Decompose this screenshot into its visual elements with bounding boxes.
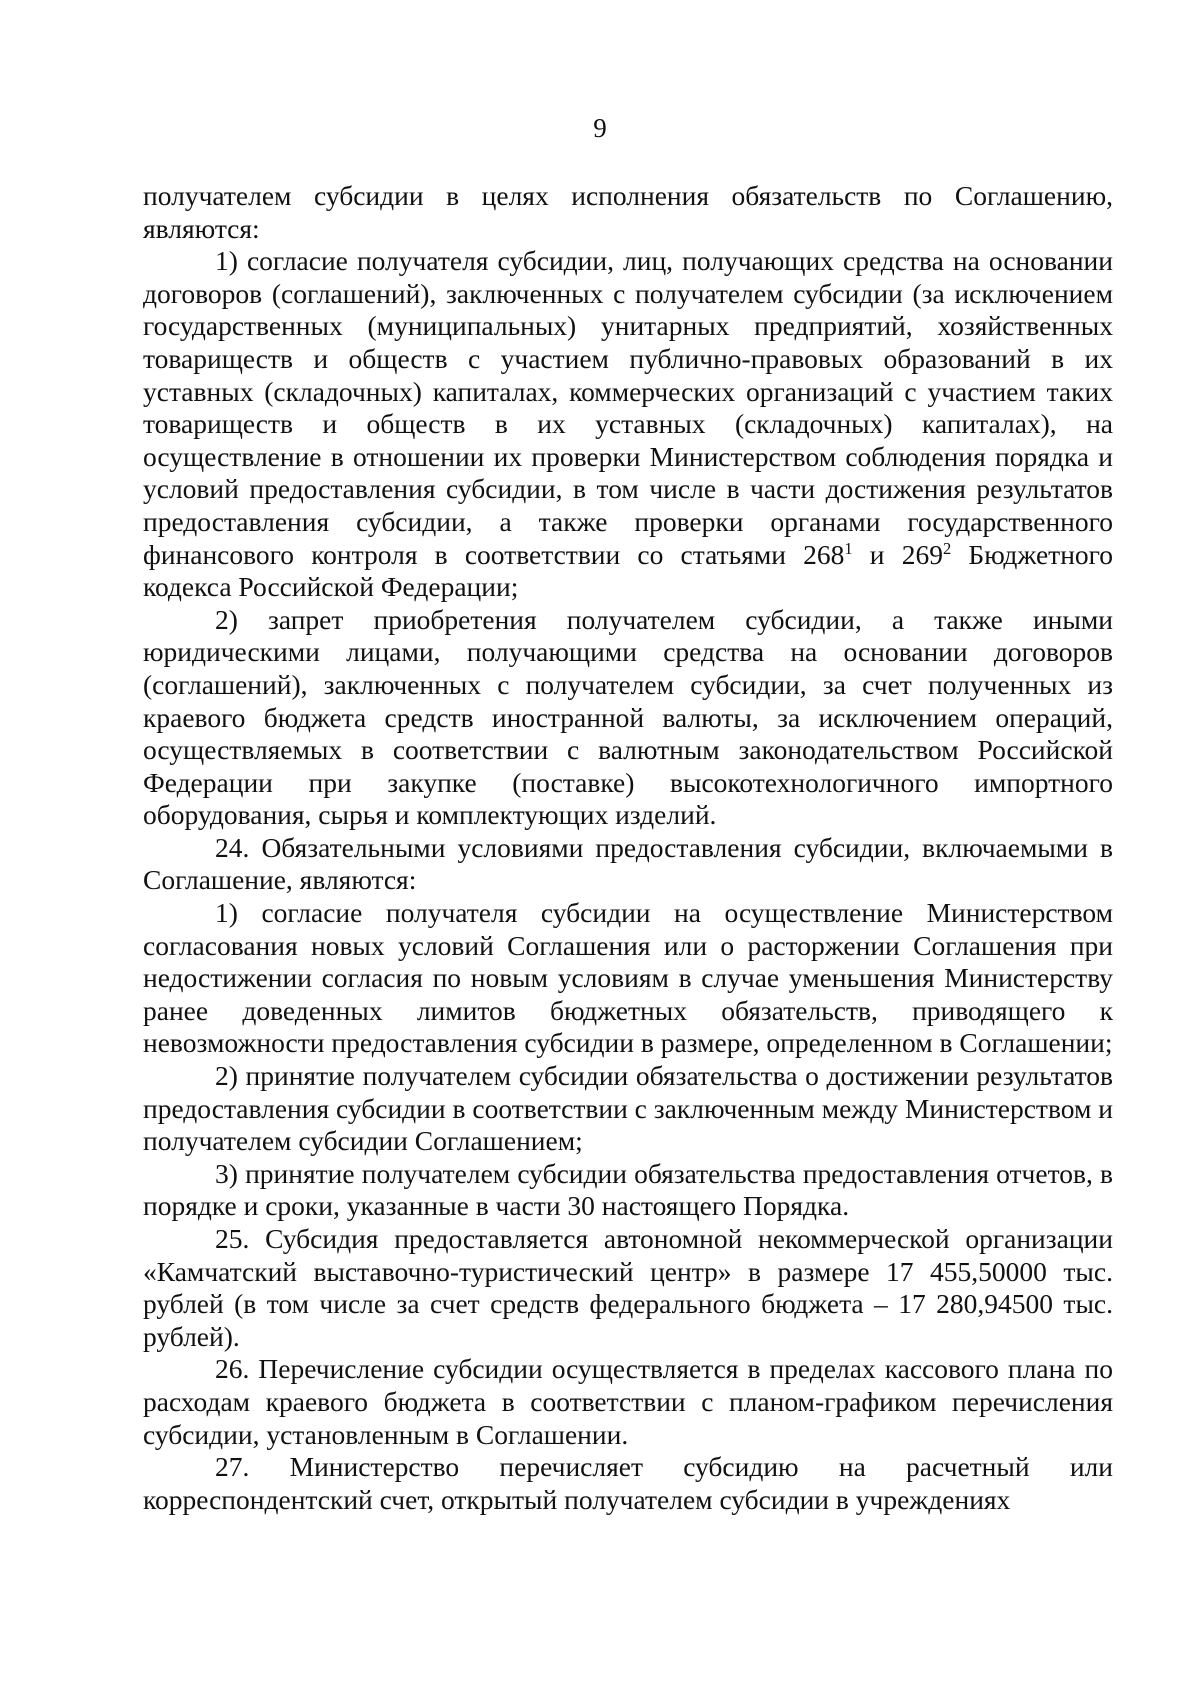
paragraph-item-1-audit-consent xyxy=(143,245,1113,604)
superscript-1: 1 xyxy=(844,538,853,558)
paragraph-text: и 269 xyxy=(852,538,943,570)
paragraph-text: 1) согласие получателя субсидии, лиц, получающих средства на основании договоров (соглашений), заключенных с получателем субсидии (за исключением государственных (муниципальных) унитарных предприятий, хозяйственных товариществ и обществ с участием публично-правовых образований в их уставных (складочных) капиталах, коммерческих организаций с участием таких товариществ и обществ в их уставных (складочных) капиталах), на осуществление в отношении их проверки Министерством соблюдения порядка и условий предоставления субсидии, в том числе в части достижения результатов предоставления субсидии, а также проверки органами государственного финансового контроля в соответствии со статьями 268 xyxy=(143,245,1113,570)
paragraph-24-item-2: 2) принятие получателем субсидии обязательства о достижении результатов предоставления субсидии в соответствии с заключенным между Министерством и получателем субсидии Соглашением; xyxy=(143,1060,1113,1157)
paragraph-26: 26. Перечисление субсидии осуществляется в пределах кассового плана по расходам краевого бюджета в соответствии с планом-графиком перечисления субсидии, установленным в Соглашении. xyxy=(143,1353,1113,1450)
paragraph-24-item-1: 1) согласие получателя субсидии на осуществление Министерством согласования новых условий Соглашения или о расторжении Соглашения при недостижении согласия по новым условиям в случае уменьшения Министерству ранее доведенных лимитов бюджетных обязательств, приводящего к невозможности предоставления субсидии в размере, определенном в Соглашении; xyxy=(143,897,1113,1059)
document-body xyxy=(143,180,1113,1516)
page-number: 9 xyxy=(593,113,607,143)
superscript-2: 2 xyxy=(942,538,952,558)
paragraph-continuation: получателем субсидии в целях исполнения обязательств по Соглашению, являются: xyxy=(143,180,1113,244)
paragraph-24-item-3: 3) принятие получателем субсидии обязательства предоставления отчетов, в порядке и сроки, указанные в части 30 настоящего Порядка. xyxy=(143,1157,1113,1222)
paragraph-24-heading: 24. Обязательными условиями предоставления субсидии, включаемыми в Соглашение, являются: xyxy=(143,831,1113,896)
paragraph-text: Бюджетного кодекса Российской Федерации; xyxy=(143,538,1114,603)
paragraph-27: 27. Министерство перечисляет субсидию на расчетный или корреспондентский счет, открытый получателем субсидии в учреждениях xyxy=(143,1451,1113,1515)
paragraph-25: 25. Субсидия предоставляется автономной некоммерческой организации «Камчатский выставочно-туристический центр» в размере 17 455,50000 тыс. рублей (в том числе за счет средств федерального бюджета – 17 280,94500 тыс. рублей). xyxy=(143,1223,1113,1352)
paragraph-item-2-currency-ban: 2) запрет приобретения получателем субсидии, а также иными юридическими лицами, получающими средства на основании договоров (соглашений), заключенных с получателем субсидии, за счет полученных из краевого бюджета средств иностранной валюты, за исключением операций, осуществляемых в соответствии с валютным законодательством Российской Федерации при закупке (поставке) высокотехнологичного импортного оборудования, сырья и комплектующих изделий. xyxy=(143,603,1113,831)
